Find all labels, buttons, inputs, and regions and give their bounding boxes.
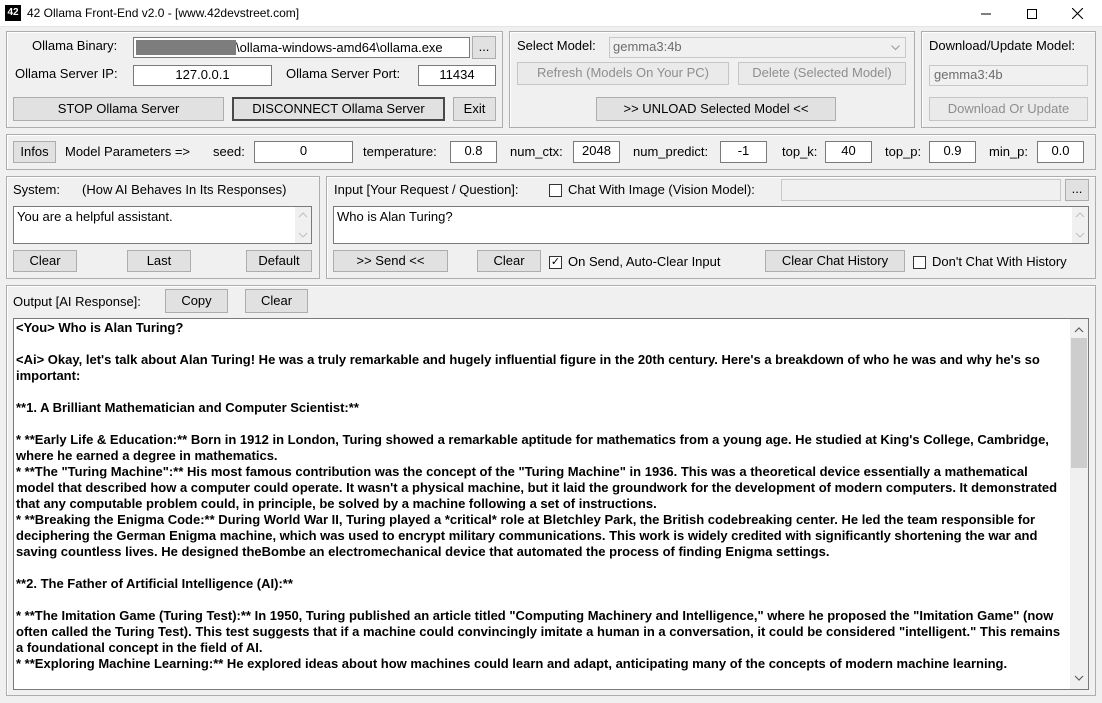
binary-path-value: \ollama-windows-amd64\ollama.exe [236,40,443,55]
system-clear-button[interactable]: Clear [13,250,77,272]
binary-browse-button[interactable]: ... [472,36,496,59]
num-ctx-field[interactable]: 2048 [573,141,620,163]
top-p-label: top_p: [885,144,922,159]
redacted-path-block [136,40,236,55]
image-path-field[interactable] [781,179,1061,201]
num-predict-label: num_predict: [633,144,709,159]
model-params-label: Model Parameters => [65,144,191,159]
binary-label: Ollama Binary: [32,38,118,53]
num-ctx-label: num_ctx: [510,144,563,159]
stop-server-button[interactable]: STOP Ollama Server [13,97,224,121]
chat-with-image-label: Chat With Image (Vision Model): [568,182,755,197]
refresh-models-button[interactable]: Refresh (Models On Your PC) [517,62,729,85]
top-p-field[interactable]: 0.9 [929,141,976,163]
input-scrollbar[interactable] [1072,207,1088,243]
minimize-button[interactable] [963,0,1008,27]
input-clear-button[interactable]: Clear [477,250,541,272]
top-k-label: top_k: [782,144,818,159]
clear-chat-history-button[interactable]: Clear Chat History [765,250,905,272]
output-copy-button[interactable]: Copy [165,289,228,313]
server-port-field[interactable]: 11434 [418,65,496,86]
seed-label: seed: [213,144,245,159]
min-p-label: min_p: [989,144,1029,159]
no-history-checkbox[interactable] [913,256,926,269]
minimize-icon [981,9,991,19]
chevron-down-icon[interactable] [887,39,904,56]
seed-field[interactable]: 0 [254,141,353,163]
maximize-icon [1027,9,1037,19]
temperature-field[interactable]: 0.8 [450,141,497,163]
window-title: 42 Ollama Front-End v2.0 - [www.42devstreet.com] [27,6,300,20]
infos-button[interactable]: Infos [13,141,56,163]
chat-with-image-checkbox[interactable] [549,184,562,197]
server-ip-label: Ollama Server IP: [15,66,118,81]
server-port-label: Ollama Server Port: [286,66,401,81]
output-scrollbar-thumb[interactable] [1071,338,1087,468]
temperature-label: temperature: [363,144,437,159]
unload-model-button[interactable]: >> UNLOAD Selected Model << [596,97,836,121]
image-browse-button[interactable]: ... [1065,179,1089,201]
min-p-field[interactable]: 0.0 [1037,141,1084,163]
num-predict-field[interactable]: -1 [720,141,767,163]
maximize-button[interactable] [1009,0,1054,27]
scroll-arrows-icon [1072,207,1088,243]
exit-button[interactable]: Exit [453,97,496,121]
select-model-label: Select Model: [517,38,596,53]
system-prompt-textarea[interactable] [13,206,312,244]
system-last-button[interactable]: Last [127,250,191,272]
send-button[interactable]: >> Send << [333,250,448,272]
download-label: Download/Update Model: [929,38,1075,53]
system-label: System: [13,182,60,197]
system-scrollbar[interactable] [295,207,311,243]
disconnect-server-button[interactable]: DISCONNECT Ollama Server [232,97,445,121]
system-prompt-text: You are a helpful assistant. [17,209,173,224]
input-text: Who is Alan Turing? [337,209,453,224]
output-response-text: <You> Who is Alan Turing? <Ai> Okay, let's talk about Alan Turing! He was a truly remarkable and hugely influential figure in the 20th century. Here's a breakdown of who he was and why he's so important: **1. A Brilliant Mathematician and Computer Scientist:** * **Early Life & Education:** Born in 1912 in London, Turing showed a remarkable aptitude for mathematics from a young age. He studied at King's College, Cambridge, where he earned a degree in mathematics. * **The "Turing Machine":** His most famous contribution was the concept of the "Turing Machine" in 1936. This was a theoretical device essentially a mathematical model that described how a computer could operate. It wasn't a physical machine, but it laid the groundwork for the development of modern computers. It demonstrated that any computable problem could, in principle, be solved by a machine following a set of instructions. * **Breaking the Enigma Code:** During World War II, Turing played a *critical* role at Bletchley Park, the British codebreaking center. He led the team responsible for deciphering the German Enigma machine, which was used to encrypt military communications. This work is widely credited with significantly shortening the war and saving countless lives. He designed theBombe an electromechanical device that automated the process of finding Enigma settings. **2. The Father of Artificial Intelligence (AI):** * **The Imitation Game (Turing Test):** In 1950, Turing published an article titled "Computing Machinery and Intelligence," where he proposed the "Imitation Game" (now often called the Turing Test). This test suggests that if a machine could convincingly imitate a human in a conversation, it could be considered "intelligent." This remains a foundational concept in the field of AI. * **Exploring Machine Learning:** He explored ideas about how machines could learn and adapt, anticipating many of the concepts of modern machine learning. [16,320,1061,671]
no-history-label: Don't Chat With History [932,254,1067,269]
top-k-field[interactable]: 40 [825,141,872,163]
model-selected-value: gemma3:4b [613,39,682,54]
close-icon [1072,8,1083,19]
model-select-dropdown[interactable] [609,37,906,58]
download-model-field[interactable]: gemma3:4b [929,65,1088,86]
system-default-button[interactable]: Default [246,250,312,272]
delete-model-button[interactable]: Delete (Selected Model) [738,62,906,85]
close-button[interactable] [1055,0,1100,27]
input-textarea[interactable] [333,206,1089,244]
server-ip-field[interactable]: 127.0.0.1 [133,65,272,86]
system-hint-label: (How AI Behaves In Its Responses) [82,182,287,197]
scroll-arrows-icon [295,207,311,243]
autoclear-checkbox[interactable]: ✓ [550,256,561,268]
output-label: Output [AI Response]: [13,294,141,309]
input-label: Input [Your Request / Question]: [334,182,519,197]
binary-path-field[interactable] [133,37,470,58]
app-icon: 42 [5,5,21,21]
download-update-button[interactable]: Download Or Update [929,97,1088,121]
autoclear-label: On Send, Auto-Clear Input [568,254,721,269]
output-clear-button[interactable]: Clear [245,289,308,313]
